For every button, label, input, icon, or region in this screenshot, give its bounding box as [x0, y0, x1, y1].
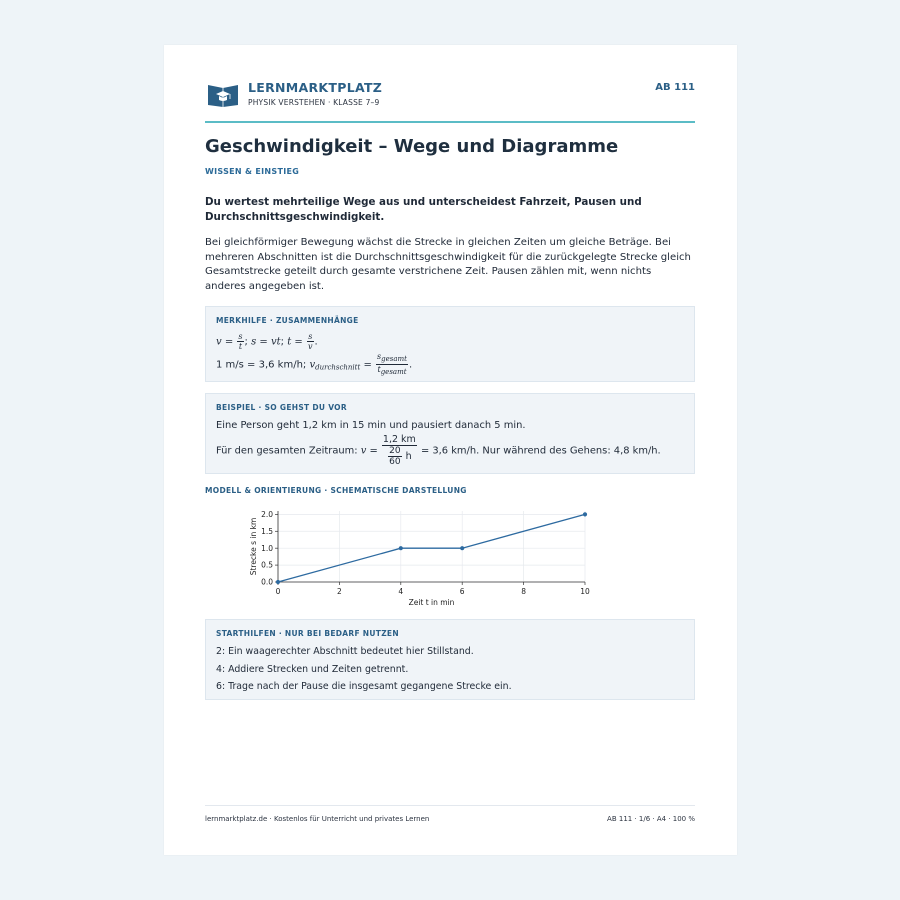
formula-line-2: 1 m/s = 3,6 km/h; $v_{durchschnitt}$ = $\frac{\text{sgesamt}}{\text{tgesamt}}$ .	[216, 352, 413, 376]
sub-gesamt-t: gesamt	[380, 368, 407, 376]
y-tick-label: 1.5	[261, 526, 273, 536]
footer-divider	[205, 805, 695, 806]
beispiel-box	[205, 393, 695, 474]
merkhilfe-box	[205, 306, 695, 382]
hint-item: 4: Addiere Strecken und Zeiten getrennt.	[216, 664, 409, 675]
data-point	[460, 546, 464, 550]
header-divider	[205, 121, 695, 123]
lead-paragraph: Du wertest mehrteilige Wege aus und unterscheidest Fahrzeit, Pausen und Durchschnittsgeschwindigkeit.	[205, 196, 642, 223]
frac-numerator: 1,2 km	[382, 434, 416, 445]
y-tick-label: 0.0	[261, 577, 273, 587]
x-tick-label: 6	[459, 587, 465, 596]
book-cap-icon	[207, 81, 239, 107]
sub-gesamt-s: gesamt	[381, 355, 407, 363]
data-point	[583, 512, 587, 516]
data-point	[276, 580, 280, 584]
section-kicker: WISSEN & EINSTIEG	[205, 167, 300, 176]
formula-line-1: v = $\frac{s}{t}$ ; s = vt; t = $\frac{s}{v}$ .	[216, 332, 318, 351]
x-tick-label: 2	[337, 587, 342, 596]
chart-caption: MODELL & ORIENTIERUNG · SCHEMATISCHE DARSTELLUNG	[205, 486, 467, 495]
hint-item: 2: Ein waagerechter Abschnitt bedeutet hier Stillstand.	[216, 646, 474, 657]
body-paragraph: Bei gleichförmiger Bewegung wächst die Strecke in gleichen Zeiten um gleiche Beträge. Bei mehreren Abschnitten ist die Durchschnittsgeschwindigkeit für die zurückgelegte Strecke gleich Gesamtstrecke geteilt durch gesamte verstrichene Zeit. Pausen zählen mit, wenn nichts anderes angegeben ist.	[205, 237, 691, 292]
y-tick-label: 1.0	[261, 543, 273, 553]
x-tick-label: 8	[521, 587, 526, 596]
beispiel-line-1: Eine Person geht 1,2 km in 15 min und pausiert danach 5 min.	[216, 420, 526, 431]
hint-item: 6: Trage nach der Pause die insgesamt gegangene Strecke ein.	[216, 681, 512, 692]
frac-inner-den: 60	[389, 457, 401, 467]
merkhilfe-title: MERKHILFE · ZUSAMMENHÄNGE	[216, 316, 359, 325]
frac-inner-num: 20	[389, 446, 401, 456]
beispiel-line-2-suffix: = 3,6 km/h. Nur während des Gehens: 4,8 km/h.	[417, 445, 661, 457]
x-tick-label: 0	[275, 587, 281, 596]
frac-unit: h	[405, 451, 412, 462]
brand-name: LERNMARKTPLATZ	[248, 80, 383, 95]
beispiel-line-2-prefix: Für den gesamten Zeitraum:	[216, 445, 361, 457]
worksheet-page	[164, 45, 737, 855]
brand-subtitle: PHYSIK VERSTEHEN · KLASSE 7–9	[248, 98, 380, 107]
x-tick-label: 10	[580, 587, 590, 596]
sub-durchschnitt: durchschnitt	[315, 363, 361, 372]
starthilfen-title: STARTHILFEN · NUR BEI BEDARF NUTZEN	[216, 629, 399, 638]
sheet-number: AB 111	[655, 82, 695, 93]
footer-left: lernmarktplatz.de · Kostenlos für Unterricht und privates Lernen	[205, 815, 430, 823]
page-title: Geschwindigkeit – Wege und Diagramme	[205, 136, 619, 157]
y-tick-label: 0.5	[261, 560, 273, 570]
y-axis-label: Strecke s in km	[249, 517, 258, 576]
y-tick-label: 2.0	[261, 509, 273, 519]
beispiel-line-2: Für den gesamten Zeitraum: v = 1,2 km $\frac{20}{60}$ h = 3,6 km/h. Nur während des Gehens: 4,8 km/h.	[216, 434, 661, 467]
x-tick-label: 4	[398, 587, 404, 596]
beispiel-title: BEISPIEL · SO GEHST DU VOR	[216, 403, 347, 412]
data-point	[399, 546, 403, 550]
page-header	[205, 79, 695, 109]
unit-conversion: 1 m/s = 3,6 km/h;	[216, 359, 310, 371]
starthilfen-box	[205, 619, 695, 700]
x-axis-label: Zeit t in min	[408, 598, 455, 607]
footer-right: AB 111 · 1/6 · A4 · 100 %	[607, 815, 695, 823]
distance-time-chart	[249, 505, 625, 615]
